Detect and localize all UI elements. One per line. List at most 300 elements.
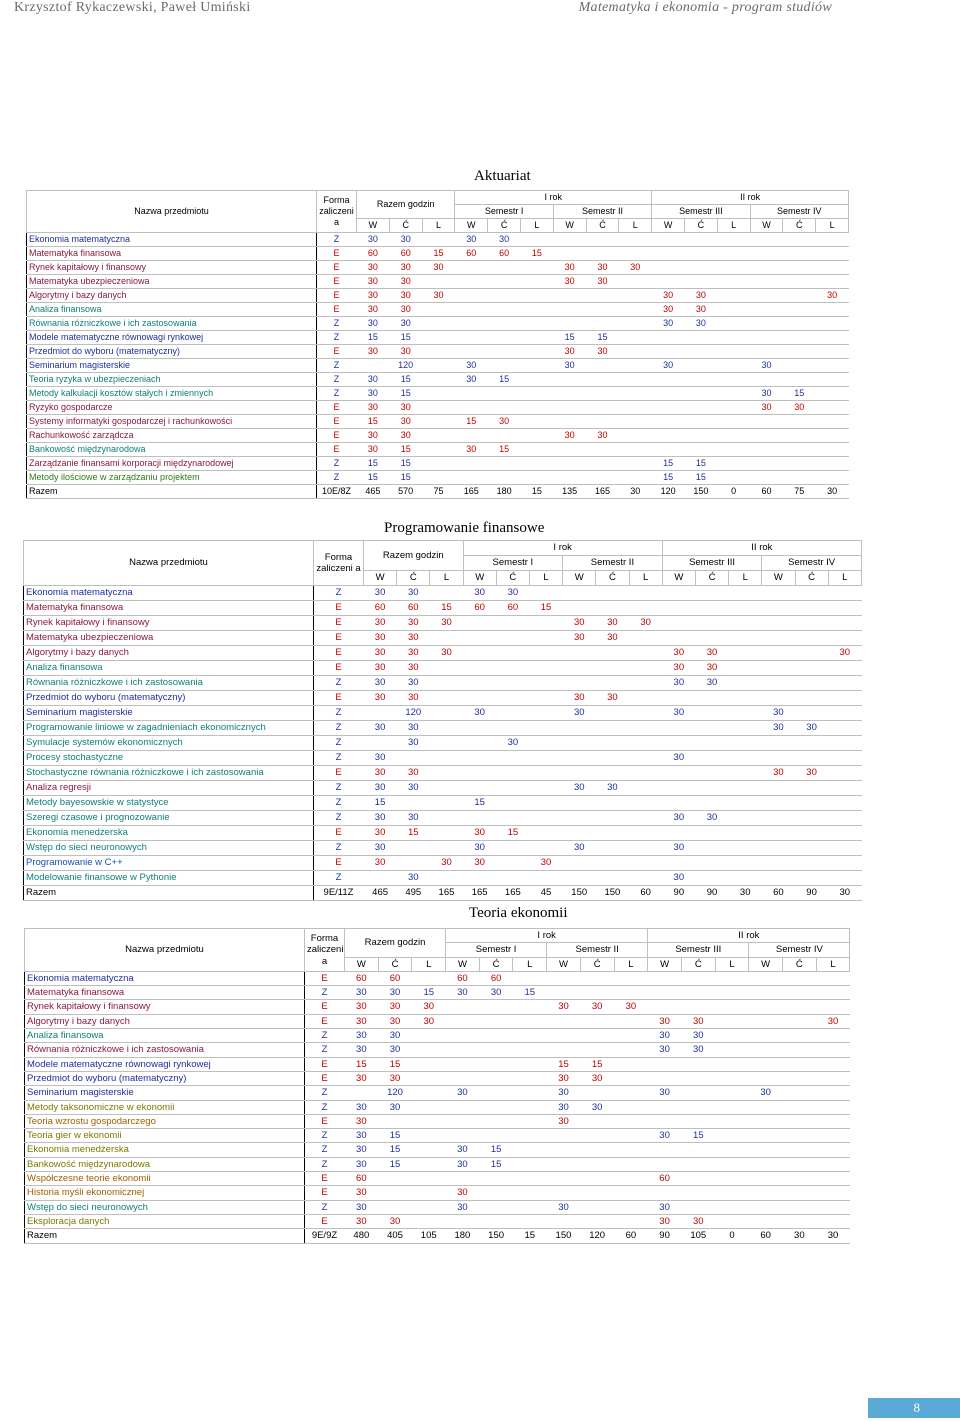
hours-cell [828, 691, 861, 706]
hours-cell [652, 247, 685, 261]
hours-cell: 15 [488, 443, 521, 457]
hours-cell [463, 661, 496, 676]
hours-cell: 15 [479, 1143, 513, 1157]
hours-cell [750, 233, 783, 247]
hours-cell: 30 [463, 856, 496, 871]
hours-cell: 30 [345, 1043, 379, 1057]
hours-cell [580, 1086, 614, 1100]
hours-cell: 30 [684, 289, 717, 303]
hours-cell [479, 1186, 513, 1200]
hours-cell [446, 1014, 480, 1028]
hours-cell: 15 [389, 457, 422, 471]
hours-cell [596, 646, 629, 661]
hours-cell: 120 [378, 1086, 412, 1100]
hours-cell: 30 [389, 261, 422, 275]
hours-cell [513, 1029, 547, 1043]
hours-cell [717, 373, 750, 387]
hours-cell [520, 317, 553, 331]
hours-cell [695, 691, 728, 706]
hours-cell: 30 [446, 1186, 480, 1200]
hours-cell [596, 811, 629, 826]
hours-cell [496, 706, 529, 721]
hours-cell: 30 [364, 751, 397, 766]
hours-cell [695, 616, 728, 631]
column-header-semester: Semestr I [463, 556, 563, 571]
hours-cell: 15 [455, 415, 488, 429]
hours-cell: 30 [422, 261, 455, 275]
subject-name: Teoria wzrostu gospodarczego [25, 1114, 305, 1128]
hours-cell: 30 [795, 721, 828, 736]
hours-cell [749, 1057, 783, 1071]
hours-cell [648, 1186, 682, 1200]
hours-cell [619, 443, 652, 457]
table-row [24, 706, 862, 721]
hours-cell [529, 706, 562, 721]
hours-cell: 30 [648, 1086, 682, 1100]
hours-cell: 15 [389, 331, 422, 345]
hours-cell [455, 289, 488, 303]
hours-cell: 30 [357, 401, 390, 415]
hours-cell [496, 796, 529, 811]
hours-cell [684, 429, 717, 443]
total-hours-cell: 0 [715, 1229, 749, 1243]
hours-cell [479, 1114, 513, 1128]
hours-cell: 30 [378, 1029, 412, 1043]
hours-cell [816, 247, 849, 261]
hours-cell [586, 387, 619, 401]
subject-name: Modelowanie finansowe w Pythonie [24, 871, 314, 886]
hours-cell: 60 [496, 601, 529, 616]
hours-cell [596, 826, 629, 841]
hours-cell [619, 415, 652, 429]
hours-cell [619, 429, 652, 443]
table-row [27, 233, 849, 247]
hours-cell [695, 841, 728, 856]
hours-cell [762, 586, 795, 601]
hours-cell [750, 303, 783, 317]
hours-cell: 60 [648, 1172, 682, 1186]
hours-cell [547, 1043, 581, 1057]
hours-cell: 30 [586, 261, 619, 275]
hours-cell [580, 1214, 614, 1228]
hours-cell: 60 [446, 971, 480, 985]
total-hours-cell: 150 [479, 1229, 513, 1243]
exam-form: E [317, 261, 357, 275]
hours-cell: 30 [364, 826, 397, 841]
exam-form: E [314, 601, 364, 616]
curriculum-table-programowanie-finansowe [23, 540, 862, 901]
hours-cell: 30 [345, 1100, 379, 1114]
hours-cell: 60 [345, 1172, 379, 1186]
hours-cell [553, 457, 586, 471]
subject-name: Współczesne teorie ekonomii [25, 1172, 305, 1186]
hours-cell [596, 871, 629, 886]
hours-cell [580, 1043, 614, 1057]
hours-cell [795, 706, 828, 721]
exam-form: E [317, 401, 357, 415]
hours-cell [828, 871, 861, 886]
total-form: 10E/8Z [317, 485, 357, 499]
exam-form: E [314, 856, 364, 871]
hours-cell [629, 706, 662, 721]
hours-cell [422, 331, 455, 345]
hours-cell [430, 676, 463, 691]
total-hours-cell: 90 [795, 886, 828, 901]
hours-cell [422, 457, 455, 471]
table-row [24, 796, 862, 811]
hours-cell: 30 [455, 443, 488, 457]
exam-form: Z [305, 1143, 345, 1157]
subject-name: Teoria ryzyka w ubezpieczeniach [27, 373, 317, 387]
table-row [27, 261, 849, 275]
subject-name: Algorytmy i bazy danych [24, 646, 314, 661]
total-hours-cell: 30 [619, 485, 652, 499]
hours-cell [816, 1071, 850, 1085]
hours-cell [695, 871, 728, 886]
hours-cell: 60 [479, 971, 513, 985]
column-header-type: L [715, 957, 749, 971]
hours-cell: 30 [681, 1014, 715, 1028]
table-row [27, 331, 849, 345]
total-hours-cell: 60 [750, 485, 783, 499]
hours-cell [684, 233, 717, 247]
hours-cell: 30 [345, 1014, 379, 1028]
hours-cell: 30 [446, 1200, 480, 1214]
hours-cell [749, 1186, 783, 1200]
hours-cell: 30 [553, 429, 586, 443]
hours-cell [762, 871, 795, 886]
subject-name: Przedmiot do wyboru (matematyczny) [24, 691, 314, 706]
hours-cell: 30 [695, 661, 728, 676]
hours-cell [446, 1100, 480, 1114]
hours-cell: 15 [520, 247, 553, 261]
hours-cell [795, 691, 828, 706]
hours-cell [715, 1057, 749, 1071]
hours-cell [684, 275, 717, 289]
exam-form: Z [305, 1100, 345, 1114]
hours-cell [662, 781, 695, 796]
hours-cell: 30 [430, 856, 463, 871]
hours-cell: 30 [397, 616, 430, 631]
subject-name: Analiza finansowa [25, 1029, 305, 1043]
hours-cell [496, 856, 529, 871]
hours-cell [614, 1029, 648, 1043]
hours-cell [412, 1086, 446, 1100]
document-title: Matematyka i ekonomia - program studiów [578, 0, 832, 15]
hours-cell [586, 303, 619, 317]
hours-cell [783, 1057, 817, 1071]
hours-cell: 30 [762, 766, 795, 781]
hours-cell [580, 1172, 614, 1186]
hours-cell [816, 415, 849, 429]
hours-cell: 30 [364, 661, 397, 676]
hours-cell: 15 [422, 247, 455, 261]
exam-form: E [314, 616, 364, 631]
table-row [27, 345, 849, 359]
hours-cell [596, 796, 629, 811]
hours-cell [529, 736, 562, 751]
hours-cell: 30 [648, 1029, 682, 1043]
exam-form: Z [317, 359, 357, 373]
hours-cell [762, 691, 795, 706]
header-row [27, 191, 849, 205]
hours-cell [729, 736, 762, 751]
hours-cell: 30 [397, 586, 430, 601]
exam-form: E [305, 1214, 345, 1228]
hours-cell [795, 601, 828, 616]
total-hours-cell: 0 [717, 485, 750, 499]
hours-cell [430, 691, 463, 706]
hours-cell [496, 871, 529, 886]
hours-cell [652, 233, 685, 247]
hours-cell [715, 1186, 749, 1200]
total-hours-cell: 45 [529, 886, 562, 901]
hours-cell: 30 [529, 856, 562, 871]
hours-cell [695, 766, 728, 781]
hours-cell [729, 781, 762, 796]
hours-cell [729, 676, 762, 691]
table-row [24, 871, 862, 886]
subject-name: Historia myśli ekonomicznej [25, 1186, 305, 1200]
hours-cell: 15 [652, 471, 685, 485]
column-header-type: L [629, 571, 662, 586]
hours-cell [580, 1200, 614, 1214]
subject-name: Metody ilościowe w zarządzaniu projektem [27, 471, 317, 485]
hours-cell [684, 359, 717, 373]
hours-cell: 30 [455, 359, 488, 373]
hours-cell: 30 [479, 986, 513, 1000]
hours-cell: 30 [563, 781, 596, 796]
subject-name: Seminarium magisterskie [24, 706, 314, 721]
hours-cell [681, 1071, 715, 1085]
hours-cell [422, 429, 455, 443]
table-row [25, 1029, 850, 1043]
hours-cell: 30 [389, 345, 422, 359]
hours-cell [750, 471, 783, 485]
hours-cell [513, 1200, 547, 1214]
hours-cell [729, 766, 762, 781]
hours-cell [816, 317, 849, 331]
hours-cell [488, 387, 521, 401]
hours-cell: 30 [488, 415, 521, 429]
hours-cell [463, 616, 496, 631]
hours-cell: 30 [749, 1086, 783, 1100]
hours-cell [580, 1129, 614, 1143]
hours-cell [717, 331, 750, 345]
table-row [27, 303, 849, 317]
hours-cell [816, 986, 850, 1000]
table-row [25, 1143, 850, 1157]
hours-cell [446, 1214, 480, 1228]
hours-cell [513, 1043, 547, 1057]
hours-cell [783, 415, 816, 429]
hours-cell [496, 661, 529, 676]
hours-cell: 30 [357, 303, 390, 317]
hours-cell [750, 345, 783, 359]
hours-cell [816, 1214, 850, 1228]
hours-cell [412, 1200, 446, 1214]
subject-name: Seminarium magisterskie [27, 359, 317, 373]
hours-cell: 30 [652, 289, 685, 303]
hours-cell [563, 676, 596, 691]
hours-cell: 30 [563, 616, 596, 631]
hours-cell: 30 [463, 586, 496, 601]
hours-cell: 15 [389, 373, 422, 387]
hours-cell: 30 [563, 691, 596, 706]
hours-cell [488, 331, 521, 345]
hours-cell [816, 1200, 850, 1214]
hours-cell: 15 [529, 601, 562, 616]
hours-cell [795, 646, 828, 661]
exam-form: Z [317, 373, 357, 387]
hours-cell: 30 [662, 871, 695, 886]
hours-cell [488, 275, 521, 289]
hours-cell [695, 856, 728, 871]
column-header-type: Ć [397, 571, 430, 586]
hours-cell [586, 317, 619, 331]
hours-cell [662, 691, 695, 706]
exam-form: E [314, 631, 364, 646]
hours-cell [529, 871, 562, 886]
total-hours-cell: 165 [496, 886, 529, 901]
hours-cell [828, 616, 861, 631]
hours-cell: 30 [662, 751, 695, 766]
hours-cell [529, 826, 562, 841]
hours-cell: 30 [378, 1100, 412, 1114]
hours-cell [750, 429, 783, 443]
hours-cell [619, 233, 652, 247]
total-hours-cell: 75 [422, 485, 455, 499]
hours-cell [816, 1129, 850, 1143]
hours-cell [783, 1086, 817, 1100]
subject-name: Modele matematyczne równowagi rynkowej [27, 331, 317, 345]
hours-cell [529, 781, 562, 796]
hours-cell: 30 [553, 261, 586, 275]
hours-cell [529, 646, 562, 661]
hours-cell: 30 [681, 1043, 715, 1057]
hours-cell: 30 [662, 676, 695, 691]
hours-cell: 30 [357, 317, 390, 331]
hours-cell: 30 [614, 1000, 648, 1014]
total-hours-cell: 30 [816, 485, 849, 499]
hours-cell [749, 1157, 783, 1171]
hours-cell [614, 1071, 648, 1085]
hours-cell: 30 [389, 233, 422, 247]
hours-cell [553, 387, 586, 401]
column-header-type: Ć [783, 957, 817, 971]
hours-cell [717, 289, 750, 303]
subject-name: Bankowość międzynarodowa [25, 1157, 305, 1171]
column-header-year-2: II rok [662, 541, 861, 556]
column-header-type: W [357, 219, 390, 233]
hours-cell: 30 [378, 986, 412, 1000]
hours-cell [729, 601, 762, 616]
hours-cell [430, 766, 463, 781]
table-row [24, 721, 862, 736]
hours-cell [684, 373, 717, 387]
hours-cell: 30 [345, 1114, 379, 1128]
hours-cell: 30 [345, 1200, 379, 1214]
column-header-type: Ć [389, 219, 422, 233]
column-header-type: W [345, 957, 379, 971]
column-header-year-1: I rok [463, 541, 662, 556]
hours-cell: 30 [652, 359, 685, 373]
hours-cell [614, 1186, 648, 1200]
exam-form: Z [314, 721, 364, 736]
hours-cell: 30 [580, 1100, 614, 1114]
exam-form: E [317, 415, 357, 429]
hours-cell [762, 841, 795, 856]
hours-cell: 30 [364, 631, 397, 646]
subject-name: Ryzyko gospodarcze [27, 401, 317, 415]
hours-cell [520, 275, 553, 289]
hours-cell [455, 457, 488, 471]
column-header-semester: Semestr IV [750, 205, 848, 219]
table-row [24, 826, 862, 841]
subject-name: Równania różniczkowe i ich zastosowania [25, 1043, 305, 1057]
hours-cell [684, 261, 717, 275]
hours-cell: 30 [364, 811, 397, 826]
hours-cell [520, 457, 553, 471]
hours-cell [695, 736, 728, 751]
hours-cell [463, 781, 496, 796]
table-row [27, 373, 849, 387]
table-row [27, 401, 849, 415]
table-row [25, 1014, 850, 1028]
hours-cell [378, 1114, 412, 1128]
column-header-semester: Semestr IV [749, 943, 850, 957]
hours-cell: 30 [662, 646, 695, 661]
total-hours-cell: 30 [828, 886, 861, 901]
hours-cell [783, 1043, 817, 1057]
hours-cell [828, 706, 861, 721]
hours-cell [596, 751, 629, 766]
hours-cell: 30 [345, 1214, 379, 1228]
hours-cell [816, 1157, 850, 1171]
hours-cell: 15 [357, 415, 390, 429]
hours-cell: 30 [389, 401, 422, 415]
hours-cell [345, 1086, 379, 1100]
hours-cell [783, 275, 816, 289]
hours-cell [619, 303, 652, 317]
hours-cell [729, 841, 762, 856]
hours-cell: 30 [397, 766, 430, 781]
hours-cell [652, 387, 685, 401]
hours-cell [629, 586, 662, 601]
hours-cell [397, 841, 430, 856]
hours-cell [463, 631, 496, 646]
hours-cell [496, 721, 529, 736]
exam-form: E [317, 303, 357, 317]
hours-cell [749, 1043, 783, 1057]
hours-cell [729, 796, 762, 811]
hours-cell [520, 289, 553, 303]
total-label: Razem [27, 485, 317, 499]
hours-cell [513, 1014, 547, 1028]
column-header-type: Ć [596, 571, 629, 586]
column-header-type: L [513, 957, 547, 971]
hours-cell [412, 1214, 446, 1228]
hours-cell [619, 345, 652, 359]
total-hours-cell: 120 [652, 485, 685, 499]
hours-cell: 30 [816, 1014, 850, 1028]
hours-cell: 30 [364, 616, 397, 631]
hours-cell [529, 766, 562, 781]
hours-cell [547, 971, 581, 985]
hours-cell [762, 661, 795, 676]
total-label: Razem [25, 1229, 305, 1243]
subject-name: Modele matematyczne równowagi rynkowej [25, 1057, 305, 1071]
